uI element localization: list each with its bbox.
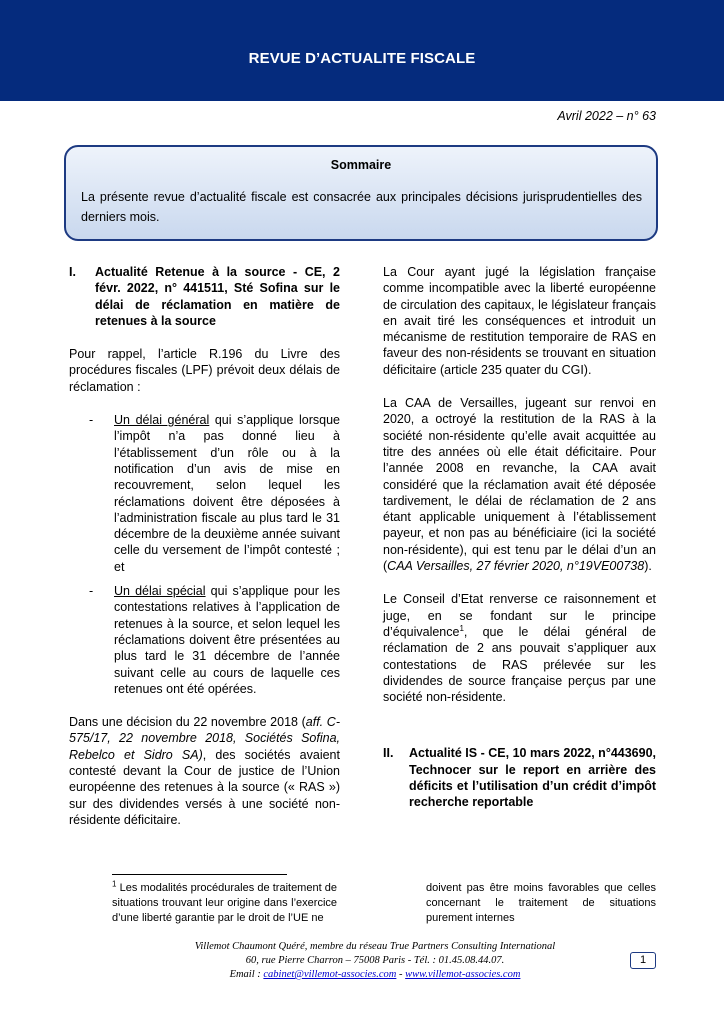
list-item-text (114, 412, 340, 575)
footnote-divider (112, 874, 287, 875)
paragraph-text: , des sociétés avaient contesté devant la Cour de justice de l’Union européenne des retenues à la source (« RAS ») sur des dividendes versés à une société non-résidente déficitaire. (69, 747, 340, 827)
page-number: 1 (630, 952, 656, 969)
footer-contact (170, 968, 580, 982)
list-item-body: qui s’applique lorsque l’impôt n’a pas donné lieu à l’établissement d’un rôle ou à la notification d’un avis de mise en recouvrement, selon lequel les réclamations doivent être déposées à l’administration fiscale au plus tard le 31 décembre de la deuxième année suivant celle du versement de l’impôt contesté ; et (114, 413, 340, 574)
section-2-number: II. (383, 746, 394, 761)
case-reference: aff. C-575/17, 22 novembre 2018, Sociétés Sofina, Rebelco et Sidro SA) (69, 715, 340, 762)
summary-title: Sommaire (330, 158, 392, 172)
right-column (383, 264, 656, 828)
paragraph-text: Dans une décision du 22 novembre 2018 ( (69, 715, 306, 730)
page-footer (170, 940, 580, 982)
section-1-paragraph-cour: La Cour ayant jugé la législation française comme incompatible avec la liberté européenne de circulation des capitaux, le législateur français en avait tiré les conséquences et introduit un mécanisme de restitution temporaire de RAS en faveur des non-résidents se trouvant en situation déficitaire (article 235 quater du CGI). (383, 265, 656, 377)
footnote-ref[interactable]: 1 (459, 623, 464, 633)
list-item (69, 412, 340, 575)
section-1-number: I. (69, 265, 76, 279)
footnote-number: 1 (112, 879, 117, 889)
list-item-body: qui s’applique pour les contestations relatives à l’application de retenues à la source, et selon lequel les réclamations doivent être présentées au plus tard le 31 décembre de l’année suivant celle au cours de laquelle ces retenues ont été opérées. (114, 584, 340, 696)
issue-number: Avril 2022 – n° 63 (557, 109, 656, 123)
case-reference: CAA Versailles, 27 février 2020, n°19VE00738 (387, 559, 645, 574)
footnote-right: doivent pas être moins favorables que celles concernant le traitement de situations purement internes (426, 882, 656, 924)
section-1-paragraph-caa (383, 395, 656, 574)
footer-email-label: Email : (229, 969, 264, 980)
header-banner (0, 0, 724, 101)
section-2-heading (383, 745, 656, 810)
footer-firm: Villemot Chaumont Quéré, membre du réseau True Partners Consulting International (194, 941, 556, 952)
footer-address: 60, rue Pierre Charron – 75008 Paris - Tél. : 01.45.08.44.07. (245, 955, 505, 966)
page-title: REVUE D’ACTUALITE FISCALE (248, 50, 476, 67)
section-1-intro: Pour rappel, l’article R.196 du Livre des procédures fiscales (LPF) prévoit deux délais de réclamation : (69, 347, 340, 394)
summary-text: La présente revue d’actualité fiscale est consacrée aux principales décisions jurisprudentielles des derniers mois. (81, 190, 642, 224)
email-link[interactable]: cabinet@villemot-associes.com (263, 969, 397, 980)
list-item-label: Un délai spécial (114, 584, 206, 599)
website-link[interactable]: www.villemot-associes.com (405, 969, 521, 980)
footer-separator: - (396, 969, 406, 980)
section-1-paragraph-cjue (69, 714, 340, 828)
footnote-left (112, 881, 337, 926)
paragraph-text: La CAA de Versailles, jugeant sur renvoi en 2020, a octroyé la restitution de la RAS à la société non-résidente qu’elle avait acquittée au titre des années où elle était déficitaire. Pour l’année 2008 en revanche, la CAA avait considéré que la réclamation avait été déposée tardivement, le délai de réclamation de 2 ans étant applicable uniquement à l’établissement payeur, et non pas au bénéficiaire (ici la société non-résidente), qui est tenu par le délai d’un an ( (383, 396, 656, 574)
section-1-heading (69, 264, 340, 329)
list-dash: - (89, 413, 94, 428)
section-2-title: Actualité IS - CE, 10 mars 2022, n°443690, Technocer sur le report en arrière des déficits et l’utilisation d’un crédit d’impôt recherche reportable (409, 746, 656, 810)
list-item-text (114, 583, 340, 697)
paragraph-text: Le Conseil d’Etat renverse ce raisonnement et juge, en se fondant sur le principe d’équivalence (383, 592, 656, 639)
list-item-label: Un délai général (114, 413, 210, 428)
paragraph-text: ). (644, 559, 652, 574)
summary-box (64, 145, 658, 241)
paragraph-text: , que le délai général de réclamation de 2 ans pouvait s’appliquer aux contestations de RAS prélevée sur les dividendes de source française perçus par une société non-résidente. (383, 624, 656, 705)
list-dash: - (89, 584, 94, 599)
list-item (69, 583, 340, 697)
section-1-paragraph-ce (383, 591, 656, 705)
section-1-title: Actualité Retenue à la source - CE, 2 févr. 2022, n° 441511, Sté Sofina sur le délai de réclamation en matière de retenues à la source (95, 265, 340, 328)
footnote-text: Les modalités procédurales de traitement de situations trouvant leur origine dans l’exercice d’une liberté garantie par le droit de l’UE ne (112, 882, 337, 924)
left-column (69, 264, 340, 845)
